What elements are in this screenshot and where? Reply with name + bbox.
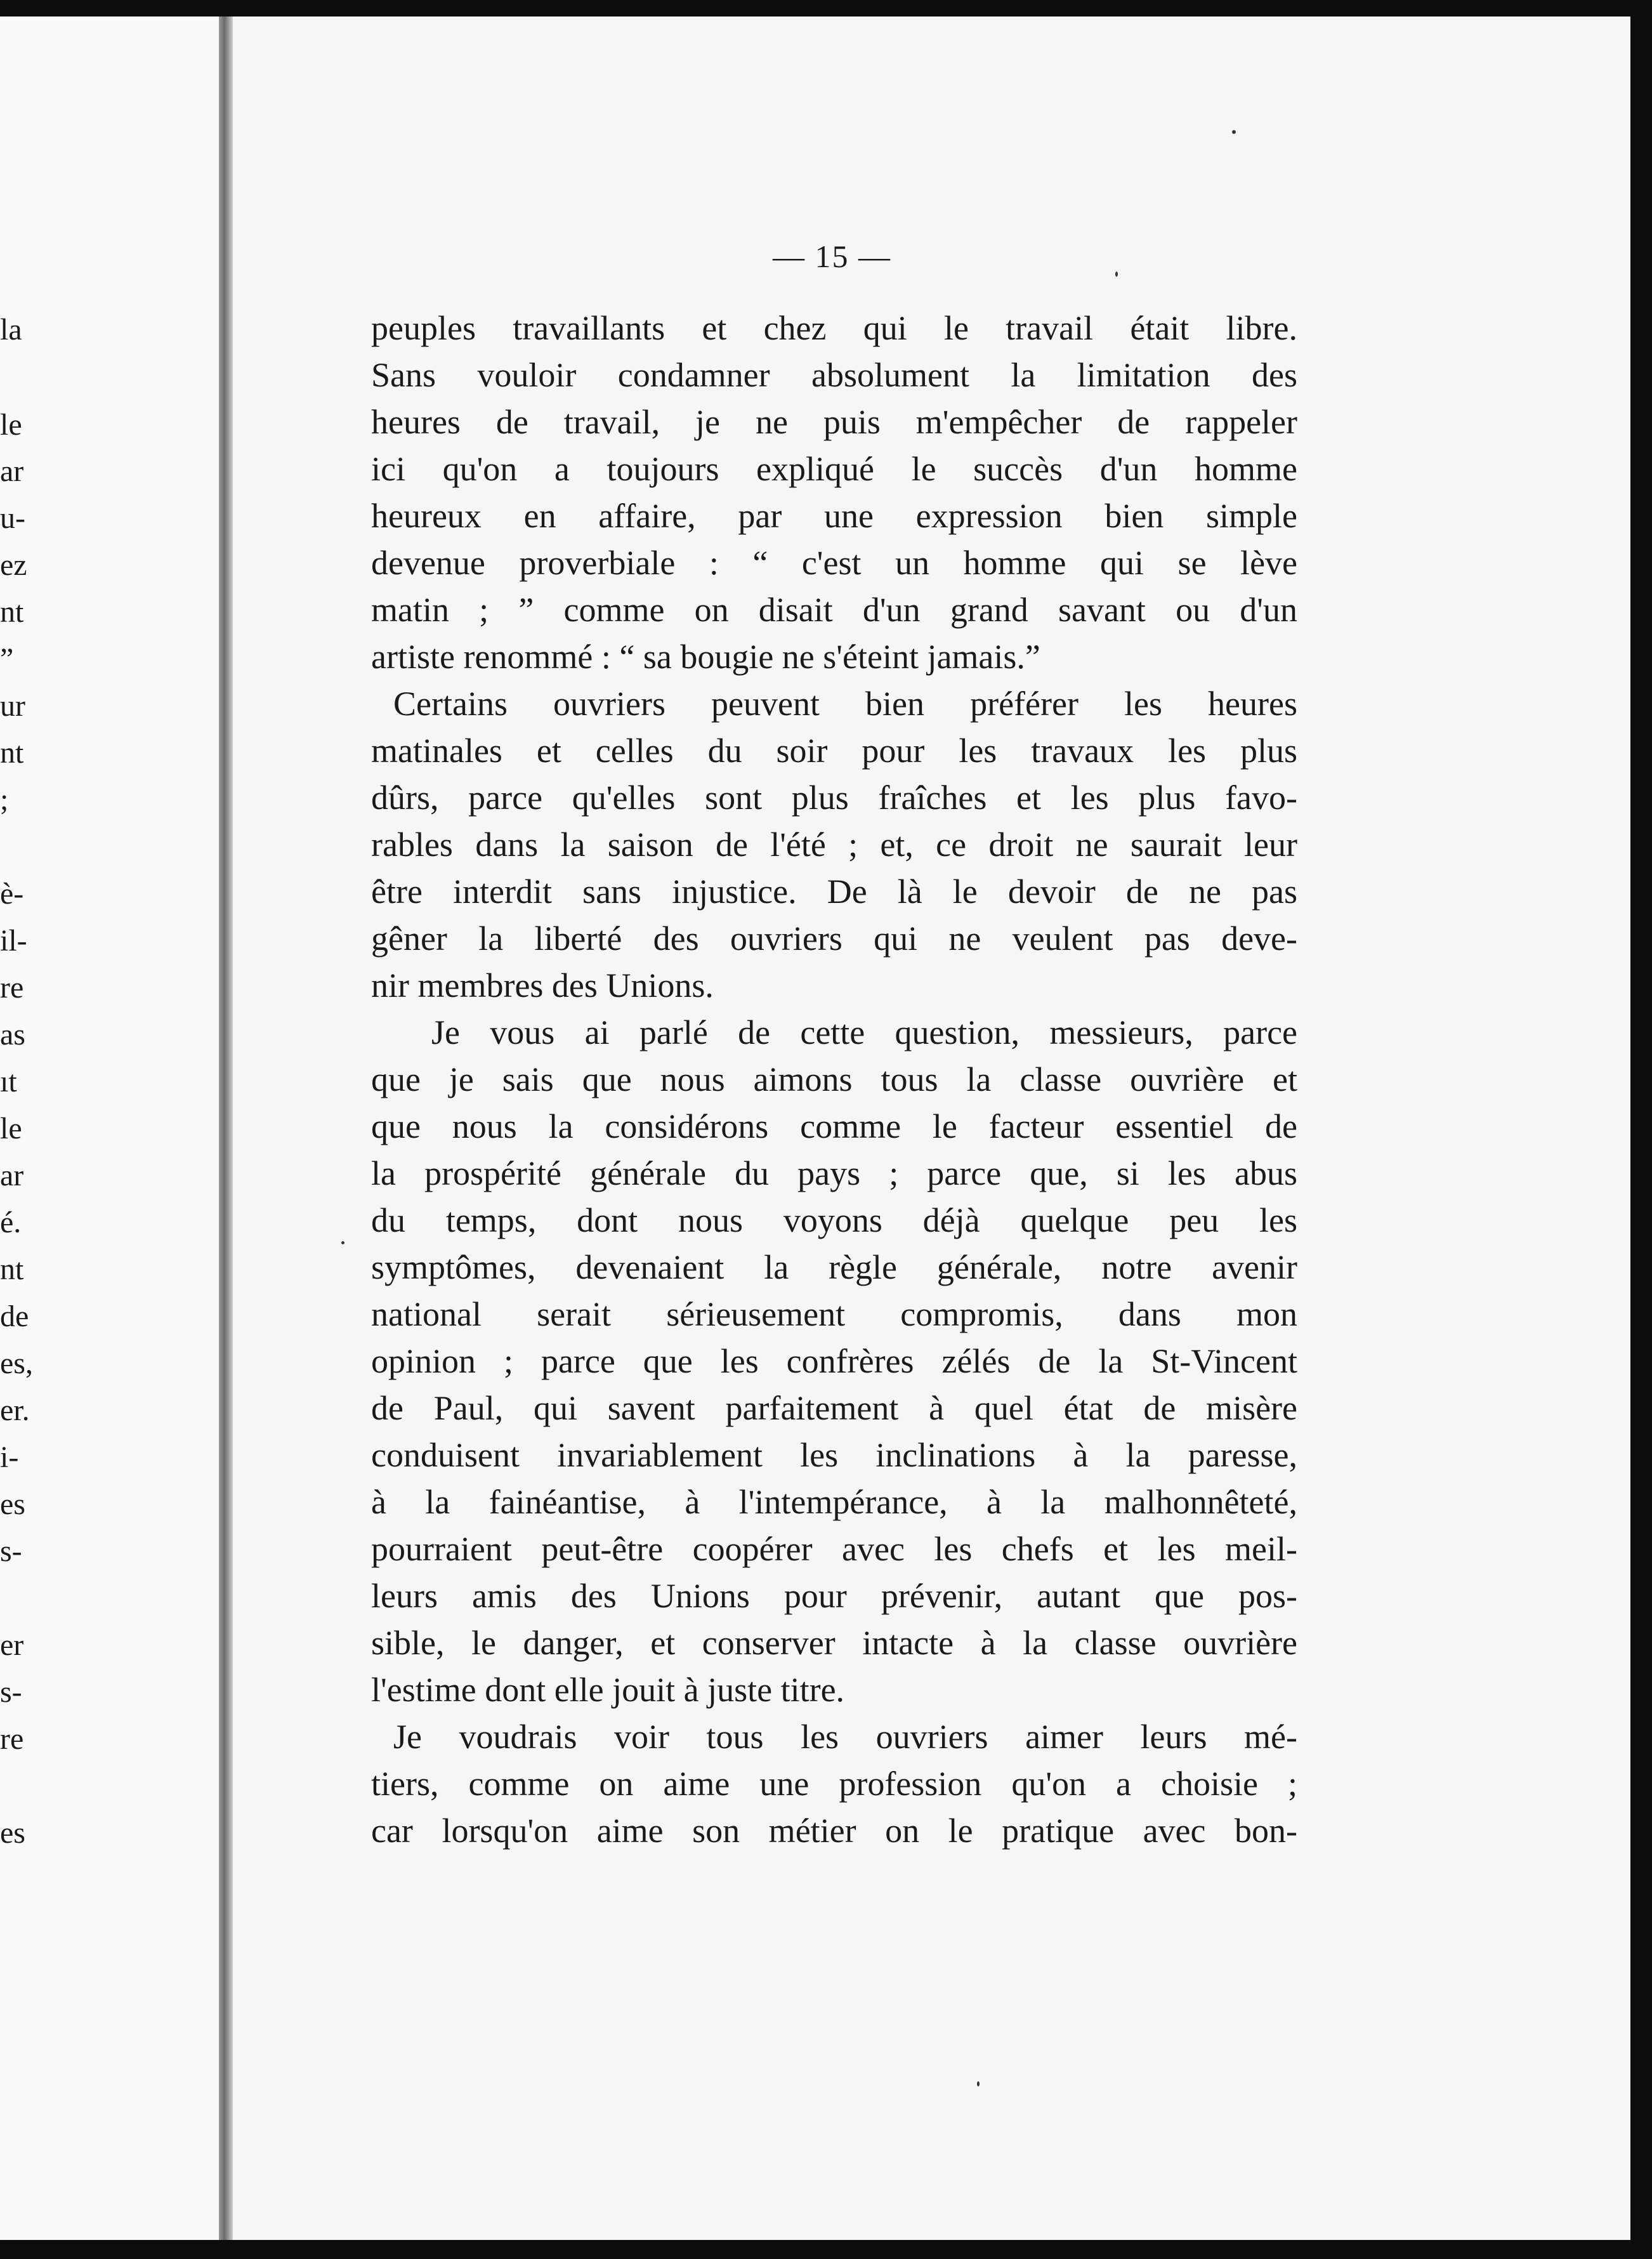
- left-fragment: er: [0, 1628, 24, 1662]
- text-line: car lorsqu'on aime son métier on le pratique avec bon-: [371, 1812, 1297, 1850]
- text-line: heures de travail, je ne puis m'empêcher de rappeler: [371, 403, 1297, 441]
- text-line: dûrs, parce qu'elles sont plus fraîches et les plus favo-: [371, 779, 1297, 817]
- scan-border-bottom: [0, 2240, 1652, 2259]
- left-facing-page: [0, 16, 219, 2240]
- left-fragment: i-: [0, 1440, 19, 1474]
- left-fragment: es: [0, 1487, 25, 1521]
- text-line: Je vous ai parlé de cette question, messieurs, parce: [431, 1013, 1297, 1051]
- left-fragment: nt: [0, 736, 24, 770]
- text-line: de Paul, qui savent parfaitement à quel état de misère: [371, 1389, 1297, 1427]
- left-fragment: es,: [0, 1347, 33, 1380]
- text-line: à la fainéantise, à l'intempérance, à la malhonnêteté,: [371, 1483, 1297, 1521]
- left-fragment: es: [0, 1816, 25, 1850]
- text-line: artiste renommé : “ sa bougie ne s'éteint jamais.”: [371, 638, 1040, 676]
- text-line: opinion ; parce que les confrères zélés de la St-Vincent: [371, 1342, 1297, 1380]
- text-line: symptômes, devenaient la règle générale, notre avenir: [371, 1248, 1297, 1286]
- text-line: rables dans la saison de l'été ; et, ce droit ne saurait leur: [371, 826, 1297, 864]
- text-line: ici qu'on a toujours expliqué le succès d'un homme: [371, 450, 1297, 488]
- text-line: peuples travaillants et chez qui le travail était libre.: [371, 309, 1297, 347]
- scan-speck: [341, 1241, 344, 1244]
- left-fragment: de: [0, 1300, 29, 1333]
- left-fragment: le: [0, 1112, 22, 1145]
- text-line: matin ; ” comme on disait d'un grand savant ou d'un: [371, 591, 1297, 629]
- left-fragment: ar: [0, 1159, 24, 1192]
- left-fragment: re: [0, 971, 24, 1004]
- left-fragment: ez: [0, 548, 27, 582]
- text-line: heureux en affaire, par une expression bien simple: [371, 497, 1297, 535]
- scan-speck: [1232, 130, 1236, 134]
- left-fragment: re: [0, 1722, 24, 1756]
- left-fragment: nt: [0, 1253, 24, 1286]
- text-line: conduisent invariablement les inclinations à la paresse,: [371, 1436, 1297, 1474]
- left-fragment: s-: [0, 1675, 22, 1709]
- text-line: que nous la considérons comme le facteur essentiel de: [371, 1107, 1297, 1145]
- text-line: matinales et celles du soir pour les travaux les plus: [371, 732, 1297, 770]
- left-fragment: la: [0, 313, 22, 346]
- text-line: l'estime dont elle jouit à juste titre.: [371, 1671, 845, 1709]
- text-line: leurs amis des Unions pour prévenir, autant que pos-: [371, 1577, 1297, 1615]
- left-fragment: ar: [0, 454, 24, 488]
- left-fragment: s-: [0, 1534, 22, 1568]
- left-fragment: nt: [0, 595, 24, 629]
- left-fragment: ;: [0, 783, 9, 817]
- text-line: Je voudrais voir tous les ouvriers aimer leurs mé-: [393, 1718, 1297, 1756]
- left-fragment: ur: [0, 689, 25, 723]
- text-line: pourraient peut-être coopérer avec les chefs et les meil-: [371, 1530, 1297, 1568]
- scan-speck: [1115, 272, 1118, 277]
- left-fragment: è-: [0, 877, 24, 911]
- left-fragment: ”: [0, 642, 14, 676]
- left-fragment: ıt: [0, 1065, 17, 1098]
- left-fragment: il-: [0, 924, 27, 958]
- scan-border-right: [1630, 0, 1652, 2259]
- scan-speck: [977, 2081, 980, 2086]
- text-line: gêner la liberté des ouvriers qui ne veulent pas deve-: [371, 919, 1297, 958]
- text-line: sible, le danger, et conserver intacte à la classe ouvrière: [371, 1624, 1297, 1662]
- text-line: tiers, comme on aime une profession qu'on a choisie ;: [371, 1765, 1297, 1803]
- left-fragment: é.: [0, 1206, 22, 1239]
- text-line: nir membres des Unions.: [371, 966, 714, 1004]
- page-number: — 15 —: [773, 239, 891, 274]
- left-fragment: le: [0, 408, 22, 442]
- text-line: que je sais que nous aimons tous la classe ouvrière et: [371, 1060, 1297, 1098]
- text-line: devenue proverbiale : “ c'est un homme qui se lève: [371, 544, 1297, 582]
- text-line: national serait sérieusement compromis, dans mon: [371, 1295, 1297, 1333]
- page-gutter: [219, 16, 233, 2240]
- left-fragment: as: [0, 1018, 25, 1051]
- text-line: Certains ouvriers peuvent bien préférer les heures: [393, 685, 1297, 723]
- text-line: la prospérité générale du pays ; parce que, si les abus: [371, 1154, 1297, 1192]
- text-line: du temps, dont nous voyons déjà quelque peu les: [371, 1201, 1297, 1239]
- text-line: être interdit sans injustice. De là le devoir de ne pas: [371, 873, 1297, 911]
- text-line: Sans vouloir condamner absolument la limitation des: [371, 356, 1297, 394]
- left-fragment: er.: [0, 1393, 30, 1427]
- left-fragment: u-: [0, 501, 25, 535]
- scan-border-top: [0, 0, 1652, 16]
